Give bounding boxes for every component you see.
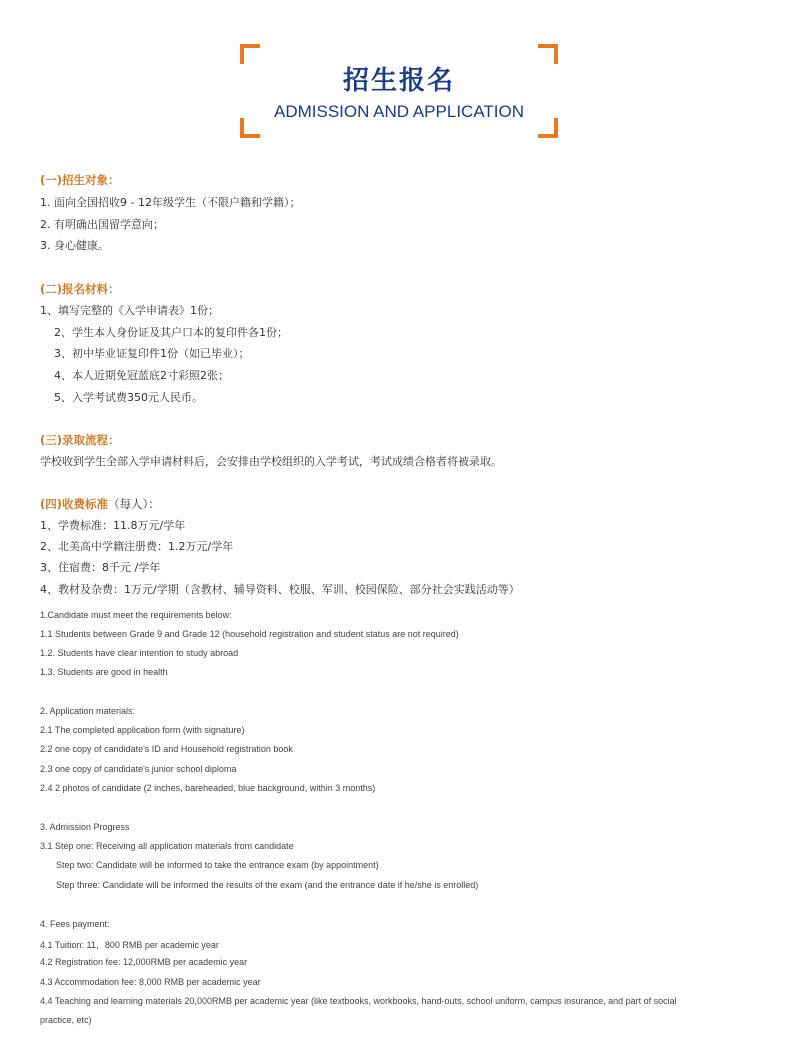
section4-item: 3、住宿费：8千元 /学年 — [40, 561, 161, 574]
english-line: 4.1 Tuition: 11，800 RMB per academic year — [40, 940, 219, 950]
english-line: 4.3 Accommodation fee: 8,000 RMB per academic year — [40, 977, 261, 987]
english-line: 3.1 Step one: Receiving all application materials from candidate — [40, 841, 294, 851]
section2-item: 4、本人近期免冠蓝底2寸彩照2张； — [54, 369, 229, 382]
page-header — [240, 44, 558, 138]
section4-item: 2、北美高中学籍注册费：1.2万元/学年 — [40, 540, 234, 553]
section4-heading — [40, 496, 160, 512]
english-line: 1.3. Students are good in health — [40, 667, 168, 677]
section1-item: 2. 有明确出国留学意向； — [40, 218, 164, 231]
section3-text: 学校收到学生全部入学申请材料后，会安排由学校组织的入学考试，考试成绩合格者将被录取。 — [40, 455, 502, 468]
english-line: Step two: Candidate will be informed to take the entrance exam (by appointment) — [56, 860, 379, 870]
english-line: 2. Application materials: — [40, 706, 136, 716]
section4-item: 1、学费标准：11.8万元/学年 — [40, 519, 186, 532]
english-line: 2.2 one copy of candidate's ID and Household registration book — [40, 744, 293, 754]
english-line: Step three: Candidate will be informed the results of the exam (and the entrance date if he/she is enrolled) — [56, 880, 479, 890]
section4-item: 4、教材及杂费：1万元/学期（含教材、辅导资料、校服、军训、校园保险、部分社会实践活动等） — [40, 583, 520, 596]
section3-heading: (三)录取流程： — [40, 433, 120, 447]
english-line: 1.2. Students have clear intention to study abroad — [40, 648, 239, 658]
english-line: 2.4 2 photos of candidate (2 inches, bareheaded, blue background, within 3 months) — [40, 783, 376, 793]
section4-heading-suffix: （每人）： — [108, 497, 160, 511]
section4-heading-label: (四)收费标准 — [40, 497, 109, 511]
section2-heading: (二)报名材料： — [40, 282, 120, 296]
english-line: 3. Admission Progress — [40, 822, 130, 832]
section1-item: 3. 身心健康。 — [40, 239, 109, 252]
section2-item: 2、学生本人身份证及其户口本的复印件各1份； — [54, 326, 288, 339]
english-line: 2.1 The completed application form (with signature) — [40, 725, 245, 735]
english-line: 2.3 one copy of candidate's junior school diploma — [40, 764, 237, 774]
english-line: practice, etc) — [40, 1015, 92, 1025]
english-line: 1.1 Students between Grade 9 and Grade 12 (household registration and student status are not required) — [40, 629, 459, 639]
section1-item: 1. 面向全国招收9 - 12年级学生（不限户籍和学籍）； — [40, 196, 301, 209]
english-line: 4. Fees payment: — [40, 919, 110, 929]
english-line: 1.Candidate must meet the requirements below: — [40, 610, 232, 620]
section2-item: 3、初中毕业证复印件1份（如已毕业）； — [54, 347, 250, 360]
section2-item: 1、填写完整的《入学申请表》1份； — [40, 304, 219, 317]
page-title-english: ADMISSION AND APPLICATION — [273, 102, 525, 121]
section2-item: 5、入学考试费350元人民币。 — [54, 391, 203, 404]
page-title-chinese: 招生报名 — [342, 66, 455, 96]
section1-heading: (一)招生对象： — [40, 173, 120, 187]
english-line: 4.2 Registration fee: 12,000RMB per academic year — [40, 957, 248, 967]
english-line: 4.4 Teaching and learning materials 20,000RMB per academic year (like textbooks, workbooks, hand-outs, school uniform, campus insurance, and part of social — [40, 996, 677, 1006]
